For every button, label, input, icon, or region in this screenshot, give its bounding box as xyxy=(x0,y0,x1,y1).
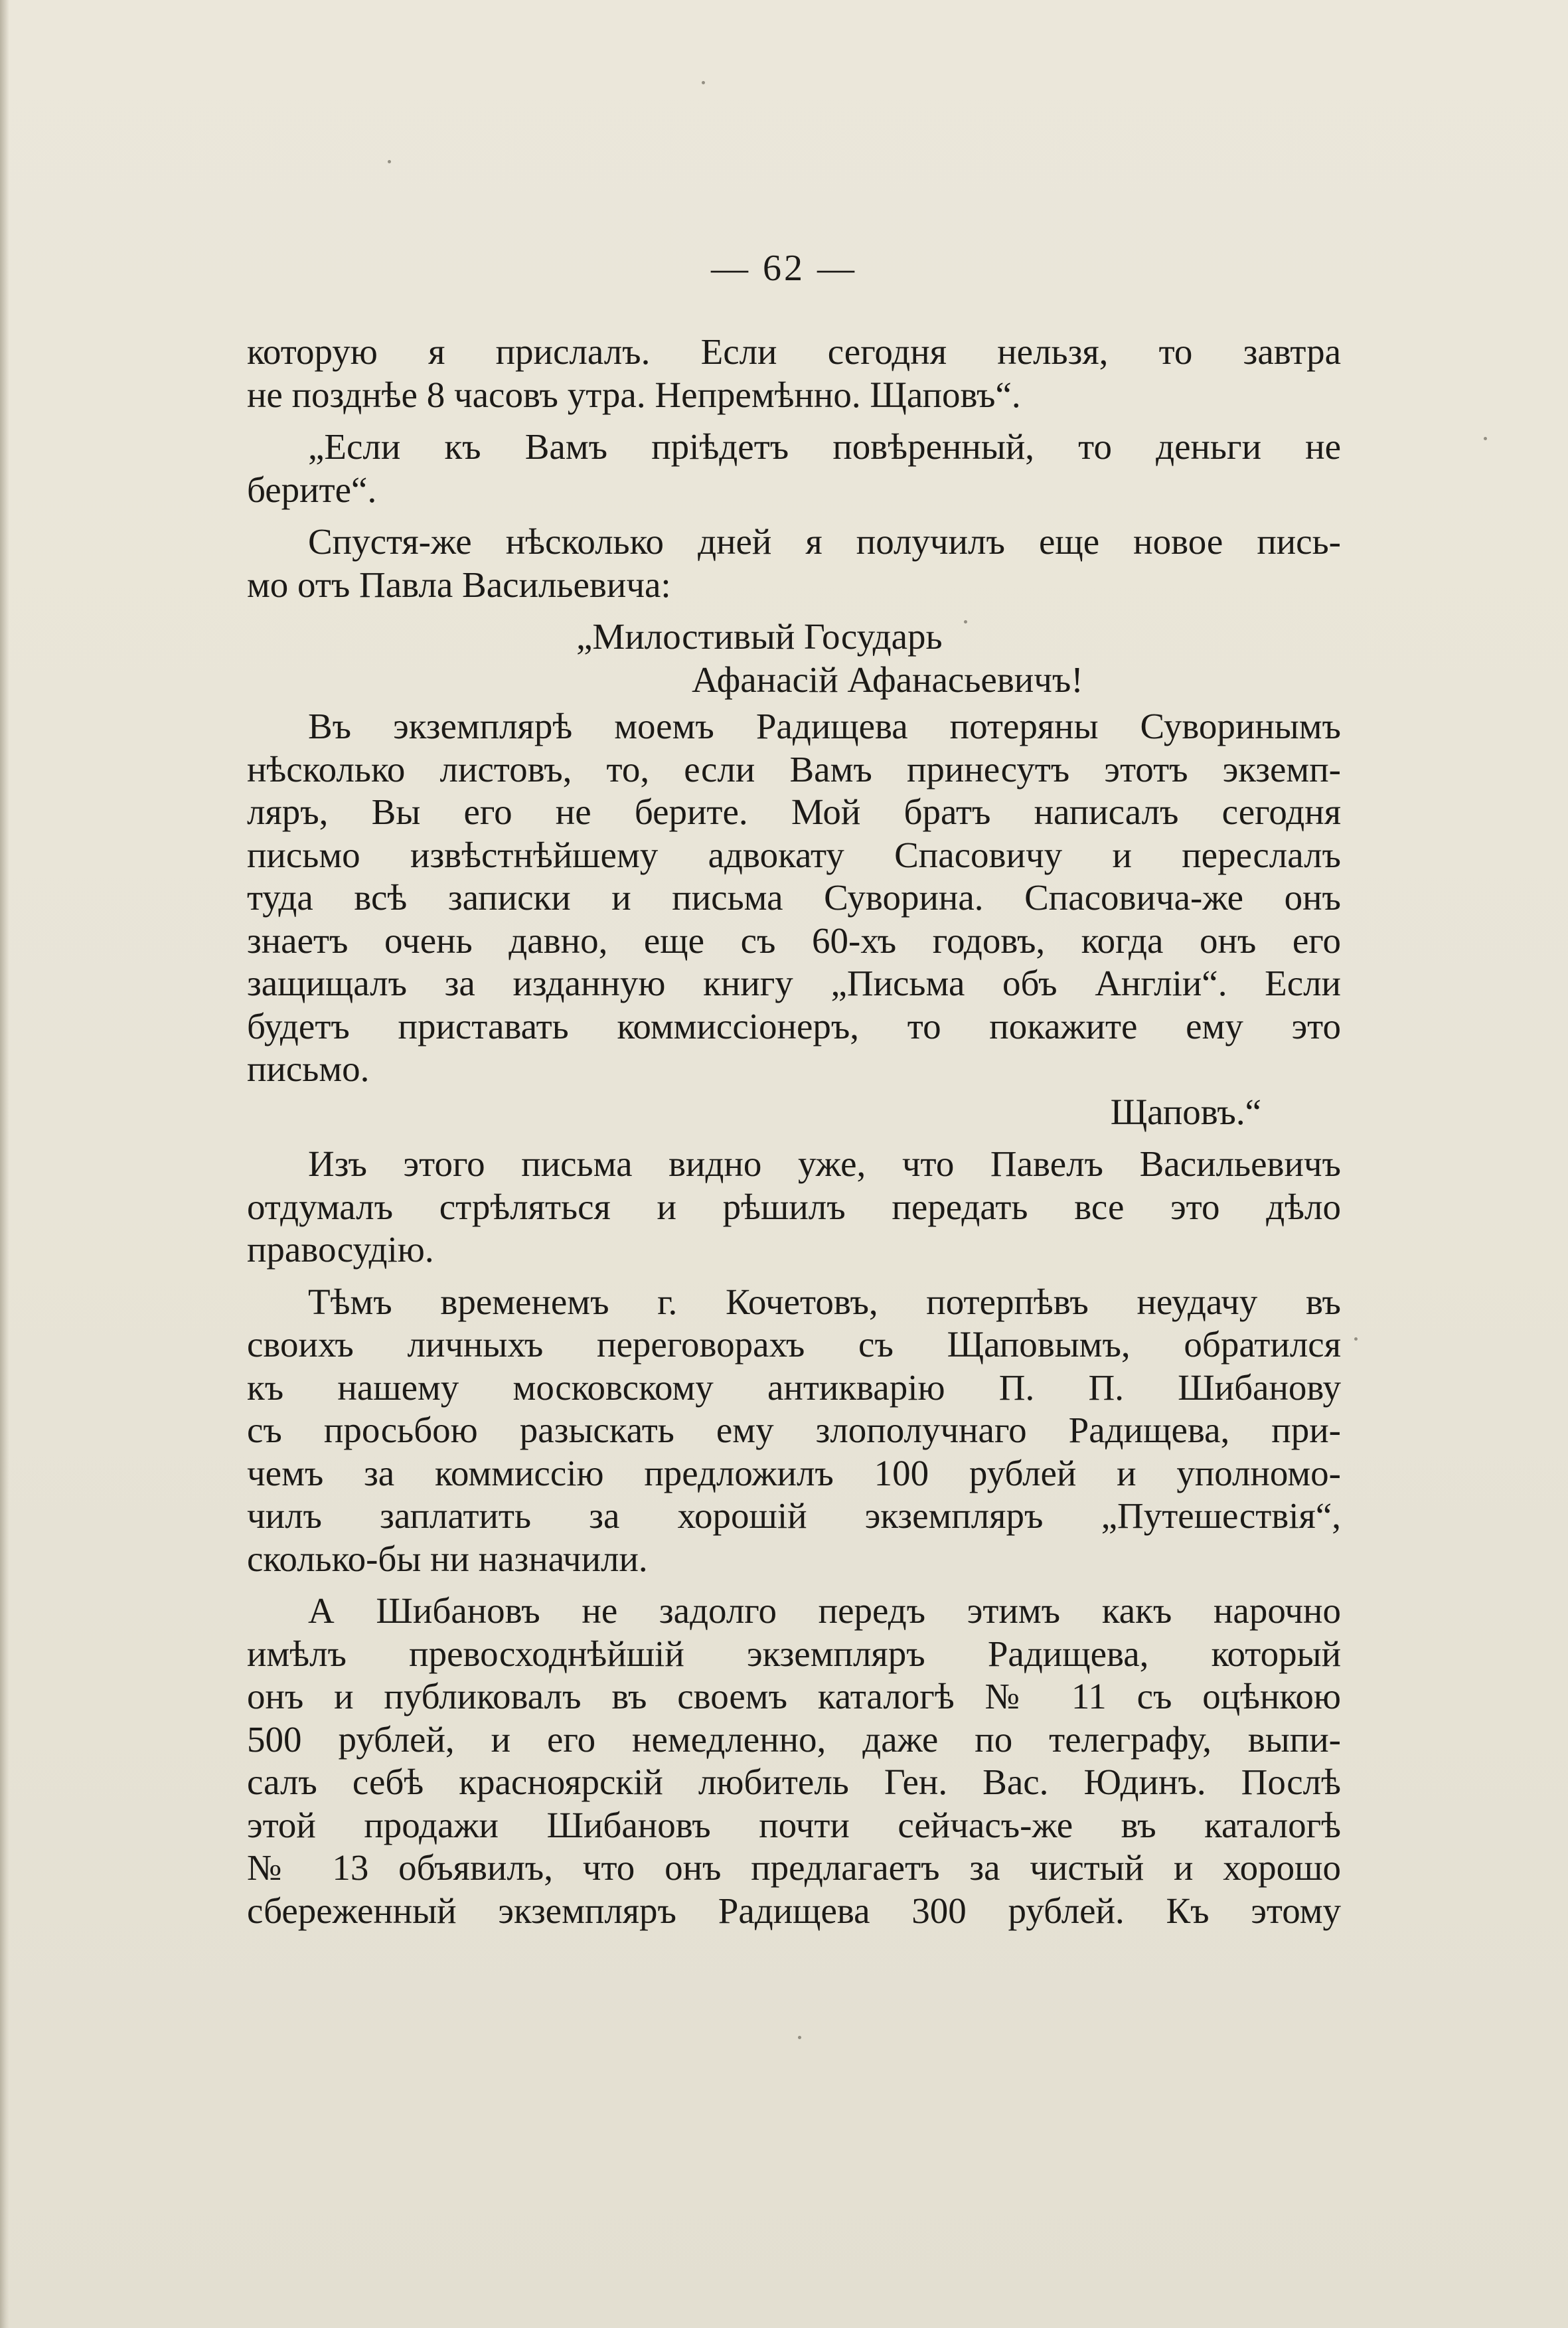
text-line: своихъ личныхъ переговорахъ съ Щаповымъ, обратился xyxy=(247,1324,1341,1365)
paper-speck xyxy=(1354,1337,1358,1341)
text-line: правосудію. xyxy=(247,1229,434,1270)
page-number: — 62 — xyxy=(711,248,857,289)
text-line: не позднѣе 8 часовъ утра. Непремѣнно. Щаповъ“. xyxy=(247,374,1021,415)
letter-line: знаетъ очень давно, еще съ 60-хъ годовъ, когда онъ его xyxy=(247,920,1341,961)
text-line: „Если къ Вамъ пріѣдетъ повѣренный, то деньги не xyxy=(308,426,1341,467)
text-line: Спустя-же нѣсколько дней я получилъ еще новое пись- xyxy=(308,521,1341,562)
text-line: салъ себѣ красноярскій любитель Ген. Вас. Юдинъ. Послѣ xyxy=(247,1762,1341,1802)
letter-line: письмо извѣстнѣйшему адвокату Спасовичу и переслалъ xyxy=(247,834,1341,875)
text-line: А Шибановъ не задолго передъ этимъ какъ нарочно xyxy=(308,1590,1341,1631)
letter-line: туда всѣ записки и письма Суворина. Спасовича-же онъ xyxy=(247,877,1341,918)
text-line: которую я прислалъ. Если сегодня нельзя, то завтра xyxy=(247,331,1341,372)
page-left-edge xyxy=(0,0,9,2328)
text-line: чемъ за коммиссію предложилъ 100 рублей и уполномо- xyxy=(247,1452,1341,1493)
letter-line: защищалъ за изданную книгу „Письма объ Англіи“. Если xyxy=(247,963,1341,1003)
text-line: № 13 объявилъ, что онъ предлагаетъ за чистый и хорошо xyxy=(247,1847,1341,1888)
text-line: сколько-бы ни назначили. xyxy=(247,1538,648,1579)
letter-line: будетъ приставать коммиссіонеръ, то покажите ему это xyxy=(247,1005,1341,1046)
letter-salutation: „Милостивый Государь xyxy=(576,616,943,657)
letter-line: ляръ, Вы его не берите. Мой братъ написалъ сегодня xyxy=(247,791,1341,832)
letter-addressee: Афанасій Афанасьевичъ! xyxy=(692,659,1083,700)
text-line: чилъ заплатить за хорошій экземпляръ „Путешествія“, xyxy=(247,1495,1341,1536)
text-line: отдумалъ стрѣляться и рѣшилъ передать все это дѣло xyxy=(247,1186,1341,1227)
letter-line: нѣсколько листовъ, то, если Вамъ принесутъ этотъ экземп- xyxy=(247,748,1341,790)
text-line: берите“. xyxy=(247,469,377,510)
text-line: 500 рублей, и его немедленно, даже по телеграфу, выпи- xyxy=(247,1718,1341,1760)
text-line: имѣлъ превосходнѣйшій экземпляръ Радищева, который xyxy=(247,1633,1341,1674)
text-line: къ нашему московскому антикварію П. П. Шибанову xyxy=(247,1367,1341,1408)
paper-speck xyxy=(798,2036,801,2039)
letter-signature: Щаповъ.“ xyxy=(1110,1091,1261,1132)
text-line: этой продажи Шибановъ почти сейчасъ-же въ каталогѣ xyxy=(247,1804,1341,1845)
text-line: Тѣмъ временемъ г. Кочетовъ, потерпѣвъ неудачу въ xyxy=(308,1281,1341,1322)
paper-speck xyxy=(702,81,705,84)
text-line: сбереженный экземпляръ Радищева 300 рублей. Къ этому xyxy=(247,1890,1341,1931)
paper-speck xyxy=(1484,437,1487,440)
paper-speck xyxy=(388,160,391,163)
text-line: Изъ этого письма видно уже, что Павелъ Васильевичъ xyxy=(308,1143,1341,1184)
letter-line: Въ экземплярѣ моемъ Радищева потеряны Суворинымъ xyxy=(308,706,1341,746)
text-line: съ просьбою разыскать ему злополучнаго Радищева, при- xyxy=(247,1410,1341,1450)
text-line: мо отъ Павла Васильевича: xyxy=(247,564,671,605)
text-line: онъ и публиковалъ въ своемъ каталогѣ № 11 съ оцѣнкою xyxy=(247,1676,1341,1716)
letter-line: письмо. xyxy=(247,1048,370,1089)
page-text xyxy=(247,331,1341,1932)
